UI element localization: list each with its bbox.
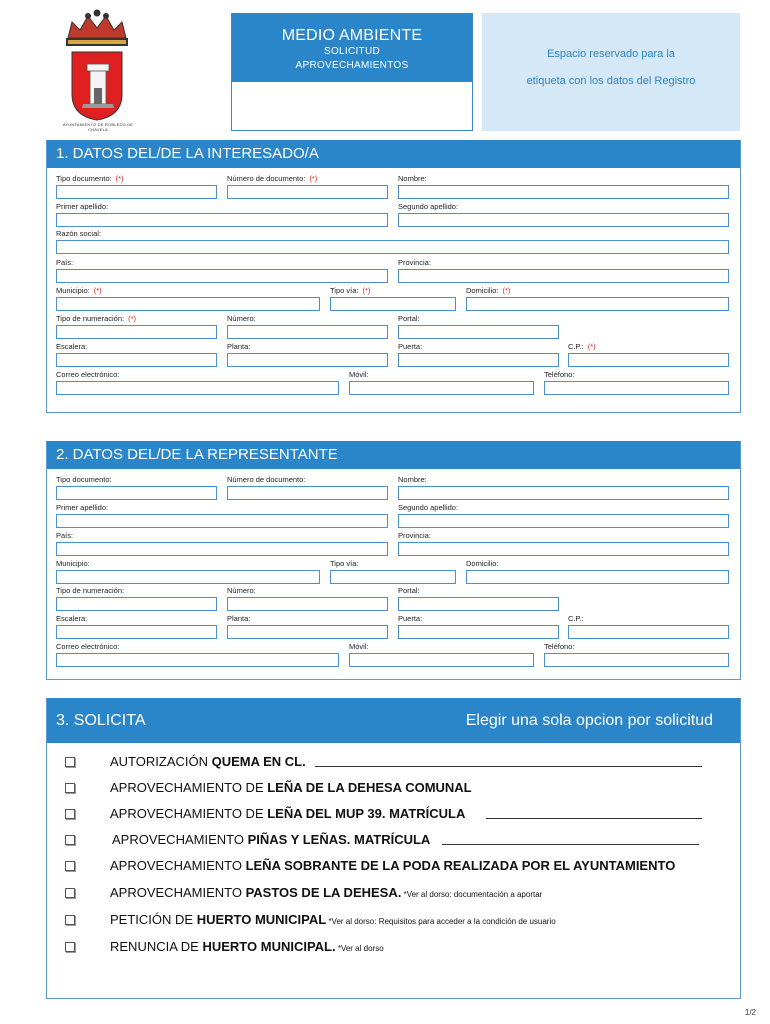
- option-text: PETICIÓN DE: [110, 912, 197, 927]
- field-razon-social[interactable]: [56, 240, 729, 254]
- registry-stamp-area: [482, 13, 740, 131]
- label-rep-segundo-apellido: Segundo apellido:: [398, 503, 459, 512]
- label-tipo-numeracion: Tipo de numeración: (*): [56, 314, 137, 323]
- option-note: *Ver al dorso: Requisitos para acceder a la condición de usuario: [326, 917, 556, 926]
- option-text: APROVECHAMIENTO: [110, 885, 246, 900]
- label-razon-social: Razón social:: [56, 229, 102, 238]
- checkbox-renuncia-huerto[interactable]: [65, 942, 75, 952]
- field-rep-provincia[interactable]: [398, 542, 729, 556]
- label-provincia: Provincia:: [398, 258, 431, 267]
- option-text: APROVECHAMIENTO DE: [110, 780, 268, 795]
- field-pais[interactable]: [56, 269, 388, 283]
- label-rep-tipo-via: Tipo vía:: [330, 559, 359, 568]
- field-rep-segundo-apellido[interactable]: [398, 514, 729, 528]
- label-segundo-apellido: Segundo apellido:: [398, 202, 459, 211]
- option-bold-text: QUEMA EN CL.: [211, 754, 306, 769]
- label-rep-cp: C.P.:: [568, 614, 584, 623]
- field-tipo-numeracion[interactable]: [56, 325, 217, 339]
- label-rep-correo: Correo electrónico:: [56, 642, 120, 651]
- label-movil: Móvil:: [349, 370, 369, 379]
- field-rep-correo[interactable]: [56, 653, 339, 667]
- field-segundo-apellido[interactable]: [398, 213, 729, 227]
- fill-line-mup[interactable]: [486, 818, 702, 819]
- field-provincia[interactable]: [398, 269, 729, 283]
- label-nombre: Nombre:: [398, 174, 427, 183]
- field-numero-documento[interactable]: [227, 185, 388, 199]
- checkbox-lena-dehesa[interactable]: [65, 783, 75, 793]
- label-rep-puerta: Puerta:: [398, 614, 423, 623]
- label-escalera: Escalera:: [56, 342, 88, 351]
- crest-caption: AYUNTAMIENTO DE ROBLEDO DE CHAVELA: [62, 122, 134, 132]
- field-tipo-documento[interactable]: [56, 185, 217, 199]
- label-rep-nombre: Nombre:: [398, 475, 427, 484]
- field-rep-nombre[interactable]: [398, 486, 729, 500]
- label-planta: Planta:: [227, 342, 251, 351]
- label-rep-escalera: Escalera:: [56, 614, 88, 623]
- field-rep-numero[interactable]: [227, 597, 388, 611]
- registry-text-2: etiqueta con los datos del Registro: [526, 75, 696, 87]
- label-primer-apellido: Primer apellido:: [56, 202, 109, 211]
- label-rep-planta: Planta:: [227, 614, 251, 623]
- label-numero-documento: Número de documento: (*): [227, 174, 318, 183]
- field-rep-municipio[interactable]: [56, 570, 320, 584]
- label-tipo-documento: Tipo documento: (*): [56, 174, 124, 183]
- field-rep-telefono[interactable]: [544, 653, 729, 667]
- section-2-header: 2. DATOS DEL/DE LA REPRESENTANTE: [47, 441, 740, 469]
- field-puerta[interactable]: [398, 353, 559, 367]
- field-domicilio[interactable]: [466, 297, 729, 311]
- section-interesado: [46, 140, 741, 413]
- option-bold-text: LEÑA SOBRANTE DE LA PODA REALIZADA POR EL AYUNTAMIENTO: [245, 858, 676, 873]
- registry-text-1: Espacio reservado para la: [547, 48, 675, 60]
- option-note: *Ver al dorso: [335, 944, 384, 953]
- label-pais: País:: [56, 258, 74, 267]
- checkbox-pinas-lenas[interactable]: [65, 835, 75, 845]
- checkbox-peticion-huerto[interactable]: [65, 915, 75, 925]
- field-rep-tipo-numeracion[interactable]: [56, 597, 217, 611]
- label-rep-tipo-documento: Tipo documento:: [56, 475, 112, 484]
- field-telefono[interactable]: [544, 381, 729, 395]
- field-rep-cp[interactable]: [568, 625, 729, 639]
- option-bold-text: HUERTO MUNICIPAL: [196, 912, 327, 927]
- field-rep-escalera[interactable]: [56, 625, 217, 639]
- option-text: RENUNCIA DE: [110, 939, 203, 954]
- form-title: MEDIO AMBIENTE: [281, 27, 423, 44]
- field-tipo-via[interactable]: [330, 297, 456, 311]
- label-portal: Portal:: [398, 314, 420, 323]
- field-municipio[interactable]: [56, 297, 320, 311]
- label-puerta: Puerta:: [398, 342, 423, 351]
- label-rep-numero: Número:: [227, 586, 256, 595]
- page-number: 1/2: [744, 1008, 756, 1017]
- label-rep-numero-documento: Número de documento:: [227, 475, 306, 484]
- option-bold-text: LEÑA DEL MUP 39. MATRÍCULA: [267, 806, 466, 821]
- option-text: APROVECHAMIENTO: [112, 832, 248, 847]
- field-rep-domicilio[interactable]: [466, 570, 729, 584]
- option-bold-text: HUERTO MUNICIPAL.: [202, 939, 336, 954]
- field-numero[interactable]: [227, 325, 388, 339]
- label-telefono: Teléfono:: [544, 370, 575, 379]
- section-3-header: [47, 698, 740, 743]
- label-rep-portal: Portal:: [398, 586, 420, 595]
- label-rep-domicilio: Domicilio:: [466, 559, 499, 568]
- form-subtitle-2: APROVECHAMIENTOS: [295, 60, 409, 71]
- label-correo: Correo electrónico:: [56, 370, 120, 379]
- checkbox-pastos[interactable]: [65, 888, 75, 898]
- field-rep-portal[interactable]: [398, 597, 559, 611]
- field-rep-pais[interactable]: [56, 542, 388, 556]
- field-portal[interactable]: [398, 325, 559, 339]
- fill-line-pinas[interactable]: [442, 844, 699, 845]
- option-text: AUTORIZACIÓN: [110, 754, 212, 769]
- label-rep-pais: País:: [56, 531, 74, 540]
- field-rep-tipo-documento[interactable]: [56, 486, 217, 500]
- checkbox-quema[interactable]: [65, 757, 75, 767]
- label-rep-provincia: Provincia:: [398, 531, 431, 540]
- section-1-header: 1. DATOS DEL/DE LA INTERESADO/A: [47, 140, 740, 168]
- form-subtitle-1: SOLICITUD: [323, 46, 381, 57]
- option-text: APROVECHAMIENTO: [110, 858, 246, 873]
- option-text: APROVECHAMIENTO DE: [110, 806, 268, 821]
- field-rep-planta[interactable]: [227, 625, 388, 639]
- option-bold-text: LEÑA DE LA DEHESA COMUNAL: [267, 780, 472, 795]
- option-note: *Ver al dorso: documentación a aportar: [401, 890, 543, 899]
- label-rep-municipio: Municipio:: [56, 559, 90, 568]
- field-rep-primer-apellido[interactable]: [56, 514, 388, 528]
- option-bold-text: PASTOS DE LA DEHESA.: [245, 885, 402, 900]
- option-bold-text: PIÑAS Y LEÑAS. MATRÍCULA: [247, 832, 431, 847]
- field-rep-tipo-via[interactable]: [330, 570, 456, 584]
- section-3-hint: Elegir una sola opcion por solicitud: [465, 712, 713, 729]
- label-tipo-via: Tipo vía: (*): [330, 286, 371, 295]
- field-nombre[interactable]: [398, 185, 729, 199]
- field-movil[interactable]: [349, 381, 534, 395]
- field-rep-numero-documento[interactable]: [227, 486, 388, 500]
- label-rep-primer-apellido: Primer apellido:: [56, 503, 109, 512]
- field-planta[interactable]: [227, 353, 388, 367]
- checkbox-lena-mup[interactable]: [65, 809, 75, 819]
- fill-line-quema[interactable]: [315, 766, 702, 767]
- field-escalera[interactable]: [56, 353, 217, 367]
- label-rep-telefono: Teléfono:: [544, 642, 575, 651]
- label-rep-movil: Móvil:: [349, 642, 369, 651]
- field-rep-movil[interactable]: [349, 653, 534, 667]
- label-domicilio: Domicilio: (*): [466, 286, 511, 295]
- municipal-crest-logo: [58, 8, 136, 130]
- field-primer-apellido[interactable]: [56, 213, 388, 227]
- field-cp[interactable]: [568, 353, 729, 367]
- label-cp: C.P.: (*): [568, 342, 596, 351]
- field-correo[interactable]: [56, 381, 339, 395]
- label-municipio: Municipio: (*): [56, 286, 102, 295]
- label-numero: Número:: [227, 314, 256, 323]
- form-title-box: [231, 13, 473, 131]
- section-3-title: 3. SOLICITA: [56, 712, 146, 729]
- checkbox-lena-poda[interactable]: [65, 861, 75, 871]
- form-title-band: [232, 14, 472, 82]
- field-rep-puerta[interactable]: [398, 625, 559, 639]
- label-rep-tipo-numeracion: Tipo de numeración:: [56, 586, 125, 595]
- section-representante: [46, 441, 741, 680]
